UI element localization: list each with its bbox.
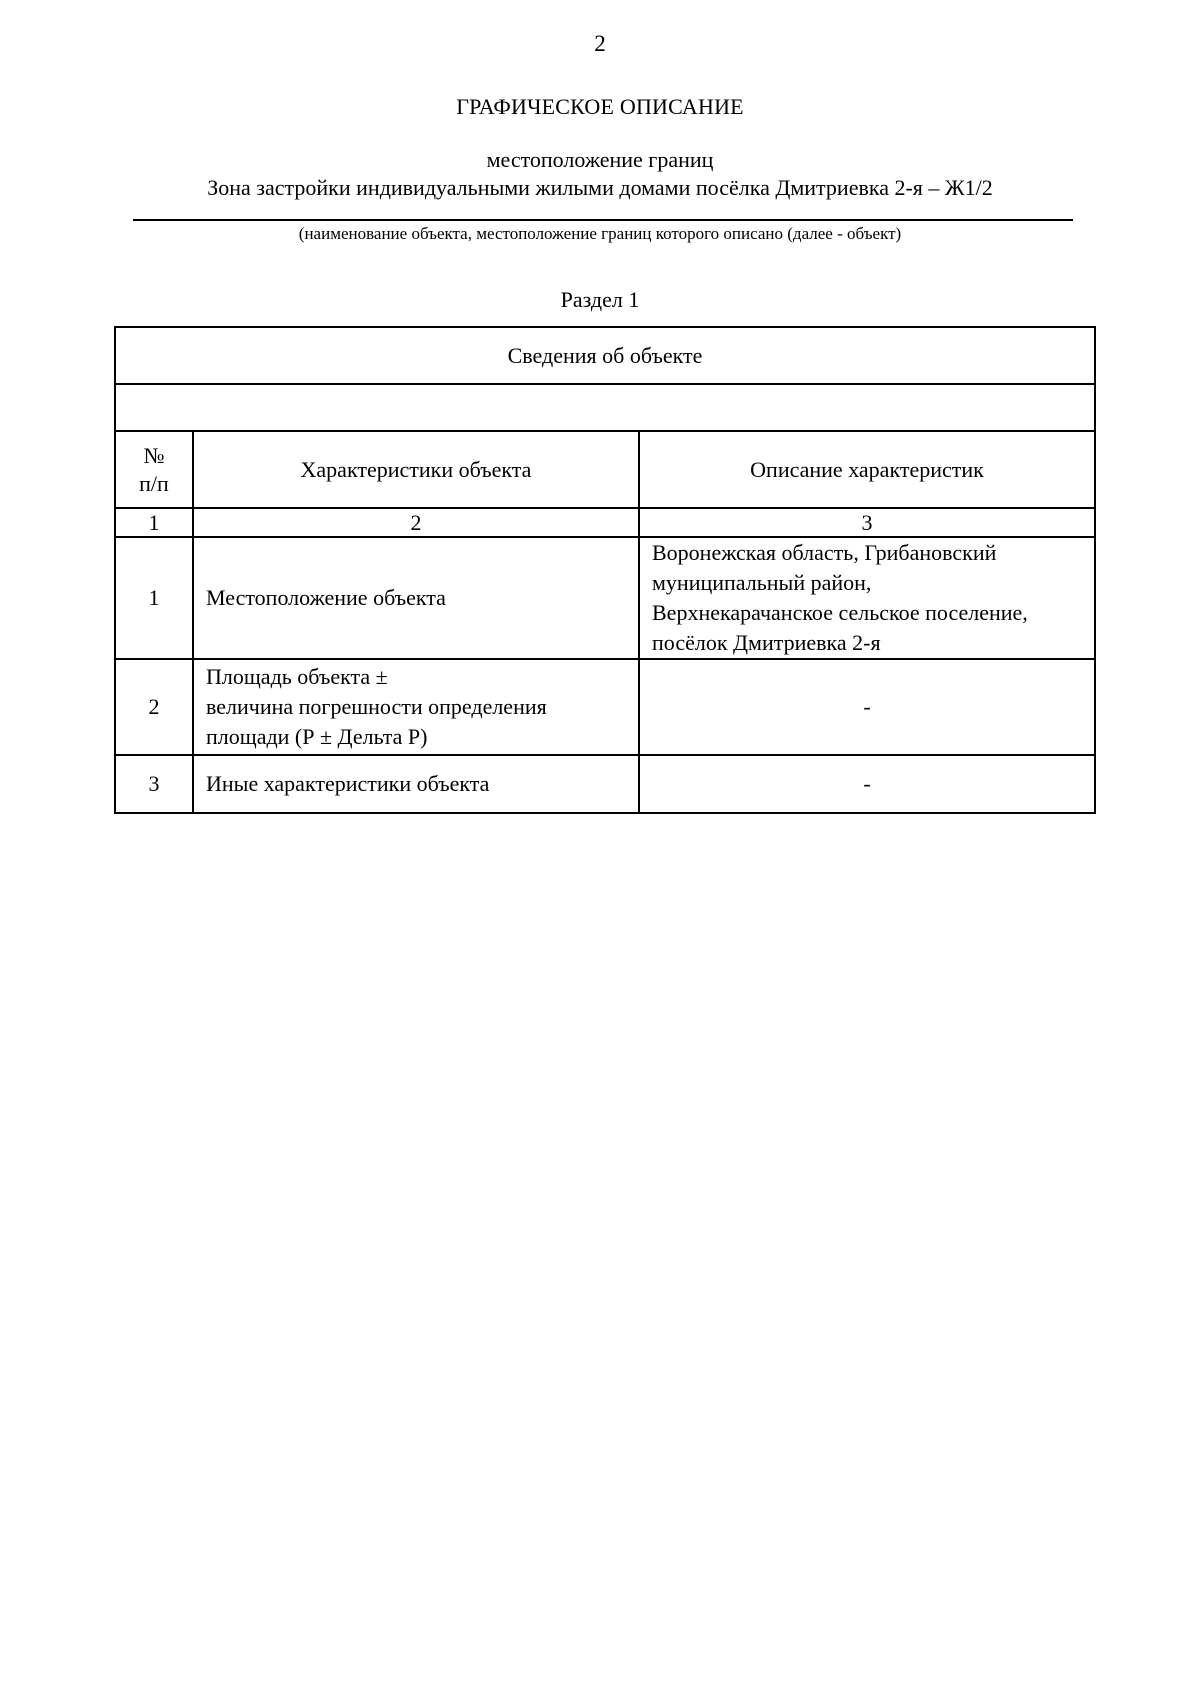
row-description-line: - <box>863 694 871 719</box>
row-description-line: Верхнекарачанское сельское поселение, <box>652 600 1028 625</box>
section-label: Раздел 1 <box>560 287 640 312</box>
table-title-row <box>115 327 1095 384</box>
column-number: 3 <box>639 508 1095 537</box>
row-description <box>639 659 1095 755</box>
table-empty-cell <box>115 384 1095 431</box>
row-description-line: муниципальный район, <box>652 570 872 595</box>
row-characteristic-line: Местоположение объекта <box>206 585 446 610</box>
header-number <box>115 431 193 508</box>
row-description <box>639 537 1095 659</box>
object-name: Зона застройки индивидуальными жилыми домами посёлка Дмитриевка 2-я – Ж1/2 <box>207 175 993 200</box>
row-number: 1 <box>115 537 193 659</box>
row-number: 2 <box>115 659 193 755</box>
table-row <box>115 659 1095 755</box>
object-name-caption: (наименование объекта, местоположение границ которого описано (далее - объект) <box>298 224 902 243</box>
header-number-line1: № <box>143 442 165 468</box>
object-name-underline <box>133 219 1073 221</box>
row-characteristic <box>193 659 639 755</box>
column-number: 2 <box>193 508 639 537</box>
row-description-line: - <box>863 771 871 796</box>
row-characteristic-line: Площадь объекта ± <box>206 664 388 689</box>
row-characteristic-line: величина погрешности определения <box>206 694 547 719</box>
object-info-table <box>114 326 1096 814</box>
row-characteristic <box>193 755 639 813</box>
header-number-line2: п/п <box>139 470 169 496</box>
table-row <box>115 537 1095 659</box>
row-characteristic-line: площади (Р ± Дельта Р) <box>206 724 428 749</box>
header-description: Описание характеристик <box>639 431 1095 508</box>
row-description-line: Воронежская область, Грибановский <box>652 540 997 565</box>
table-column-numbers-row <box>115 508 1095 537</box>
document-subtitle: местоположение границ <box>486 147 714 172</box>
row-number: 3 <box>115 755 193 813</box>
document-title: ГРАФИЧЕСКОЕ ОПИСАНИЕ <box>456 94 744 119</box>
header-characteristics: Характеристики объекта <box>193 431 639 508</box>
table-empty-row <box>115 384 1095 431</box>
row-description-line: посёлок Дмитриевка 2-я <box>652 630 881 655</box>
page-number: 2 <box>594 31 606 56</box>
table-title: Сведения об объекте <box>115 327 1095 384</box>
row-characteristic <box>193 537 639 659</box>
column-number: 1 <box>115 508 193 537</box>
row-characteristic-line: Иные характеристики объекта <box>206 771 490 796</box>
row-description <box>639 755 1095 813</box>
table-row <box>115 755 1095 813</box>
table-header-row <box>115 431 1095 508</box>
